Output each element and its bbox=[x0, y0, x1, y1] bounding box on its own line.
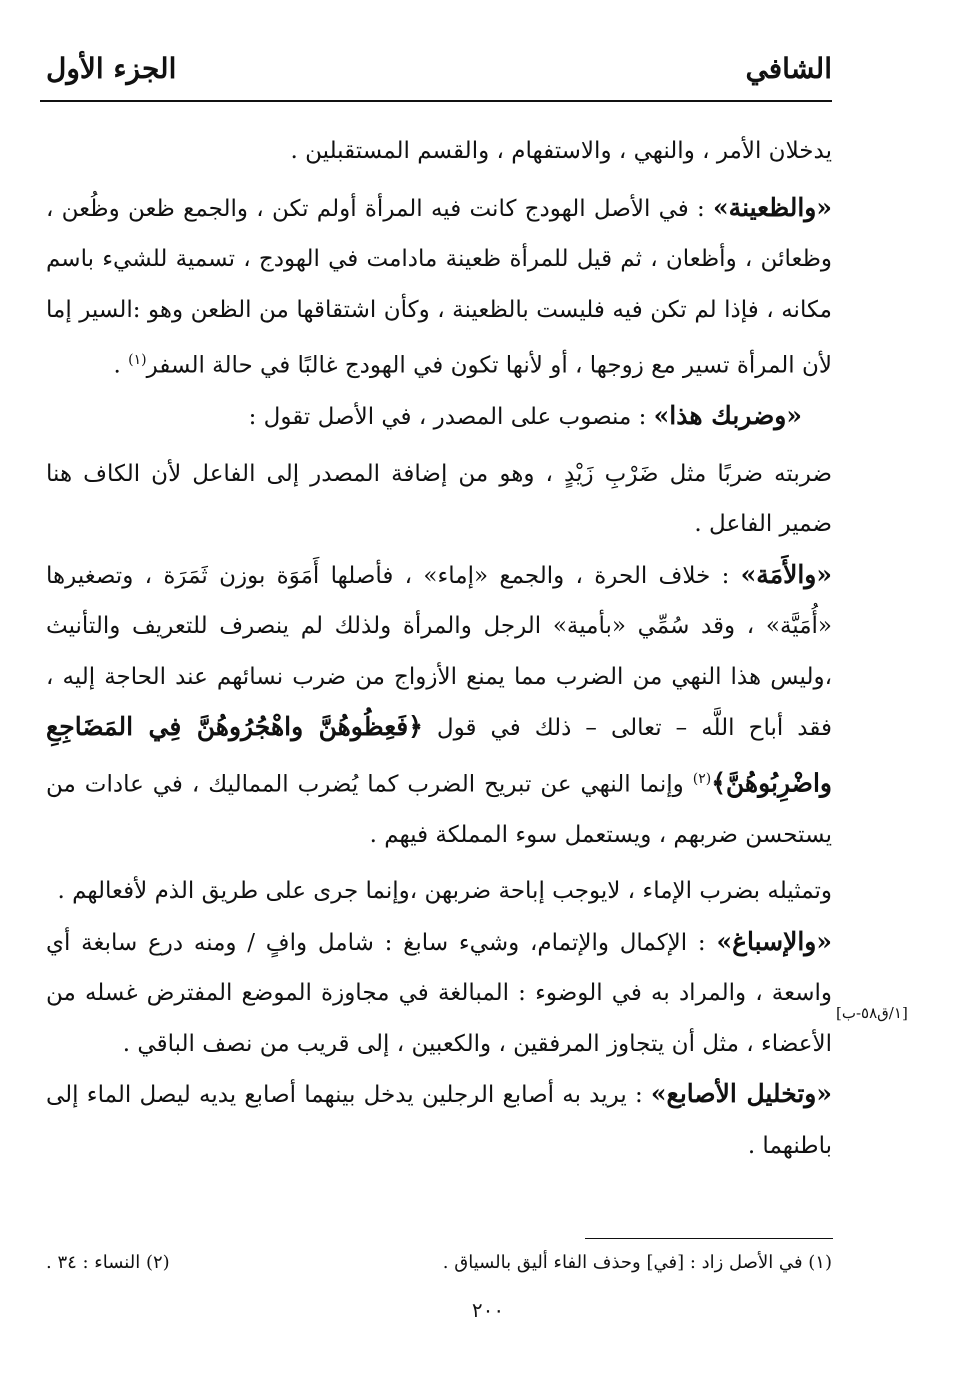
paragraph-text: : منصوب على المصدر ، في الأصل تقول : bbox=[248, 404, 654, 431]
footnotes bbox=[46, 1252, 832, 1282]
footnote-rule bbox=[585, 1238, 833, 1239]
volume-label: الجزء الأول bbox=[46, 52, 177, 85]
paragraph-takhlil bbox=[46, 1069, 832, 1171]
footnote-2: (٢) النساء : ٣٤ . bbox=[46, 1252, 170, 1273]
paragraph-ama bbox=[46, 550, 832, 861]
paragraph-text: يدخلان الأمر ، والنهي ، والاستفهام ، والقسم المستقبلين . bbox=[290, 138, 832, 164]
paragraph-text: ضربته ضربًا مثل ضَرْبِ زَيْدٍ ، وهو من إضافة المصدر إلى الفاعل لأن الكاف هنا ضمير الفاعل . bbox=[46, 460, 832, 538]
footnote-ref: (٢) bbox=[692, 770, 712, 787]
main-text bbox=[46, 126, 832, 1171]
page-number: ٢٠٠ bbox=[471, 1298, 505, 1322]
book-title: الشافي bbox=[745, 52, 832, 85]
paragraph-text-end: . bbox=[113, 352, 129, 379]
paragraph-text: : الإكمال والإتمام، وشيء سابغ : شامل وافٍ / ومنه درع سابغة أي واسعة ، والمراد به في الوضوء : المبالغة في مجاوزة الموضع المفترض غسله من الأعضاء ، مثل أن يتجاوز المرفقين ، والكعبين ، إلى قريب من نصف الباقي . bbox=[46, 929, 832, 1057]
paragraph-zaeena bbox=[46, 183, 832, 392]
paragraph-example bbox=[46, 449, 832, 550]
paragraph-intro bbox=[46, 126, 832, 177]
paragraph-text: وتمثيله بضرب الإماء ، لايوجب إباحة ضربهن ،وإنما جرى على طريق الذم لأفعالهم . bbox=[57, 878, 832, 905]
quran-quote: ﴿فَعِظُوهُنَّ واهْجُرُوهُنَّ فِي المَضَاجِعِ واضْرِبُوهُنَّ﴾ bbox=[46, 712, 832, 798]
footnote-ref: (١) bbox=[128, 352, 147, 368]
footnote-1: (١) في الأصل زاد : [في] وحذف الفاء أليق بالسياق . bbox=[442, 1252, 832, 1273]
entry-term: «والإسباغ» bbox=[716, 926, 832, 956]
entry-term: «والأَمَة» bbox=[740, 559, 832, 589]
running-header bbox=[46, 48, 832, 96]
paragraph-text: : في الأصل الهودج كانت فيه المرأة أولم تكن ، والجمع ظعن وظُعن ، وظعائن ، وأظعان ، ثم قيل للمرأة ظعينة مادامت في الهودج ، تسمية للشيء باسم مكانه ، فإذا لم تكن فيه فليست بالظعينة ، وكأن اشتقاقها من الظعن وهو :السير إما لأن المرأة تسير مع زوجها ، أو لأنها تكون في الهودج غالبًا في حالة السفر bbox=[46, 195, 832, 379]
entry-term: «وتخليل الأصابع» bbox=[650, 1079, 832, 1109]
entry-term: «والظعينة» bbox=[713, 192, 832, 222]
paragraph-text: : خلاف الحرة ، والجمع «إماء» ، فأصلها أَمَوَة بوزن ثَمَرَة ، وتصغيرها «أُمَيَّة» ، وقد سُمِّي «بأمية» الرجل والمرأة ولذلك لم ينصرف للتعريف والتأنيث ،وليس هذا النهي من الضرب مما يمنع الأزواج من ضرب نسائهم عند الحاجة إليه ، فقد أباح اللَّه – تعالى – ذلك في قول bbox=[46, 562, 832, 742]
paragraph-darbuka bbox=[46, 391, 832, 443]
header-rule bbox=[40, 100, 832, 102]
manuscript-margin-note: [١/ق٥٨-ب] bbox=[836, 1004, 908, 1022]
paragraph-text: : يريد به أصابع الرجلين يدخل بينهما أصابع يديه ليصل الماء إلى باطنهما . bbox=[46, 1082, 832, 1159]
paragraph-isbagh bbox=[46, 917, 832, 1070]
paragraph-text-end: وإنما النهي عن تبريح الضرب كما يُضرب المماليك ، في عادات من يستحسن ضربهم ، ويستعمل سوء المملكة فيهم . bbox=[46, 771, 832, 848]
paragraph-tamthil bbox=[46, 866, 832, 917]
entry-term: «وضربك هذا» bbox=[653, 401, 802, 431]
